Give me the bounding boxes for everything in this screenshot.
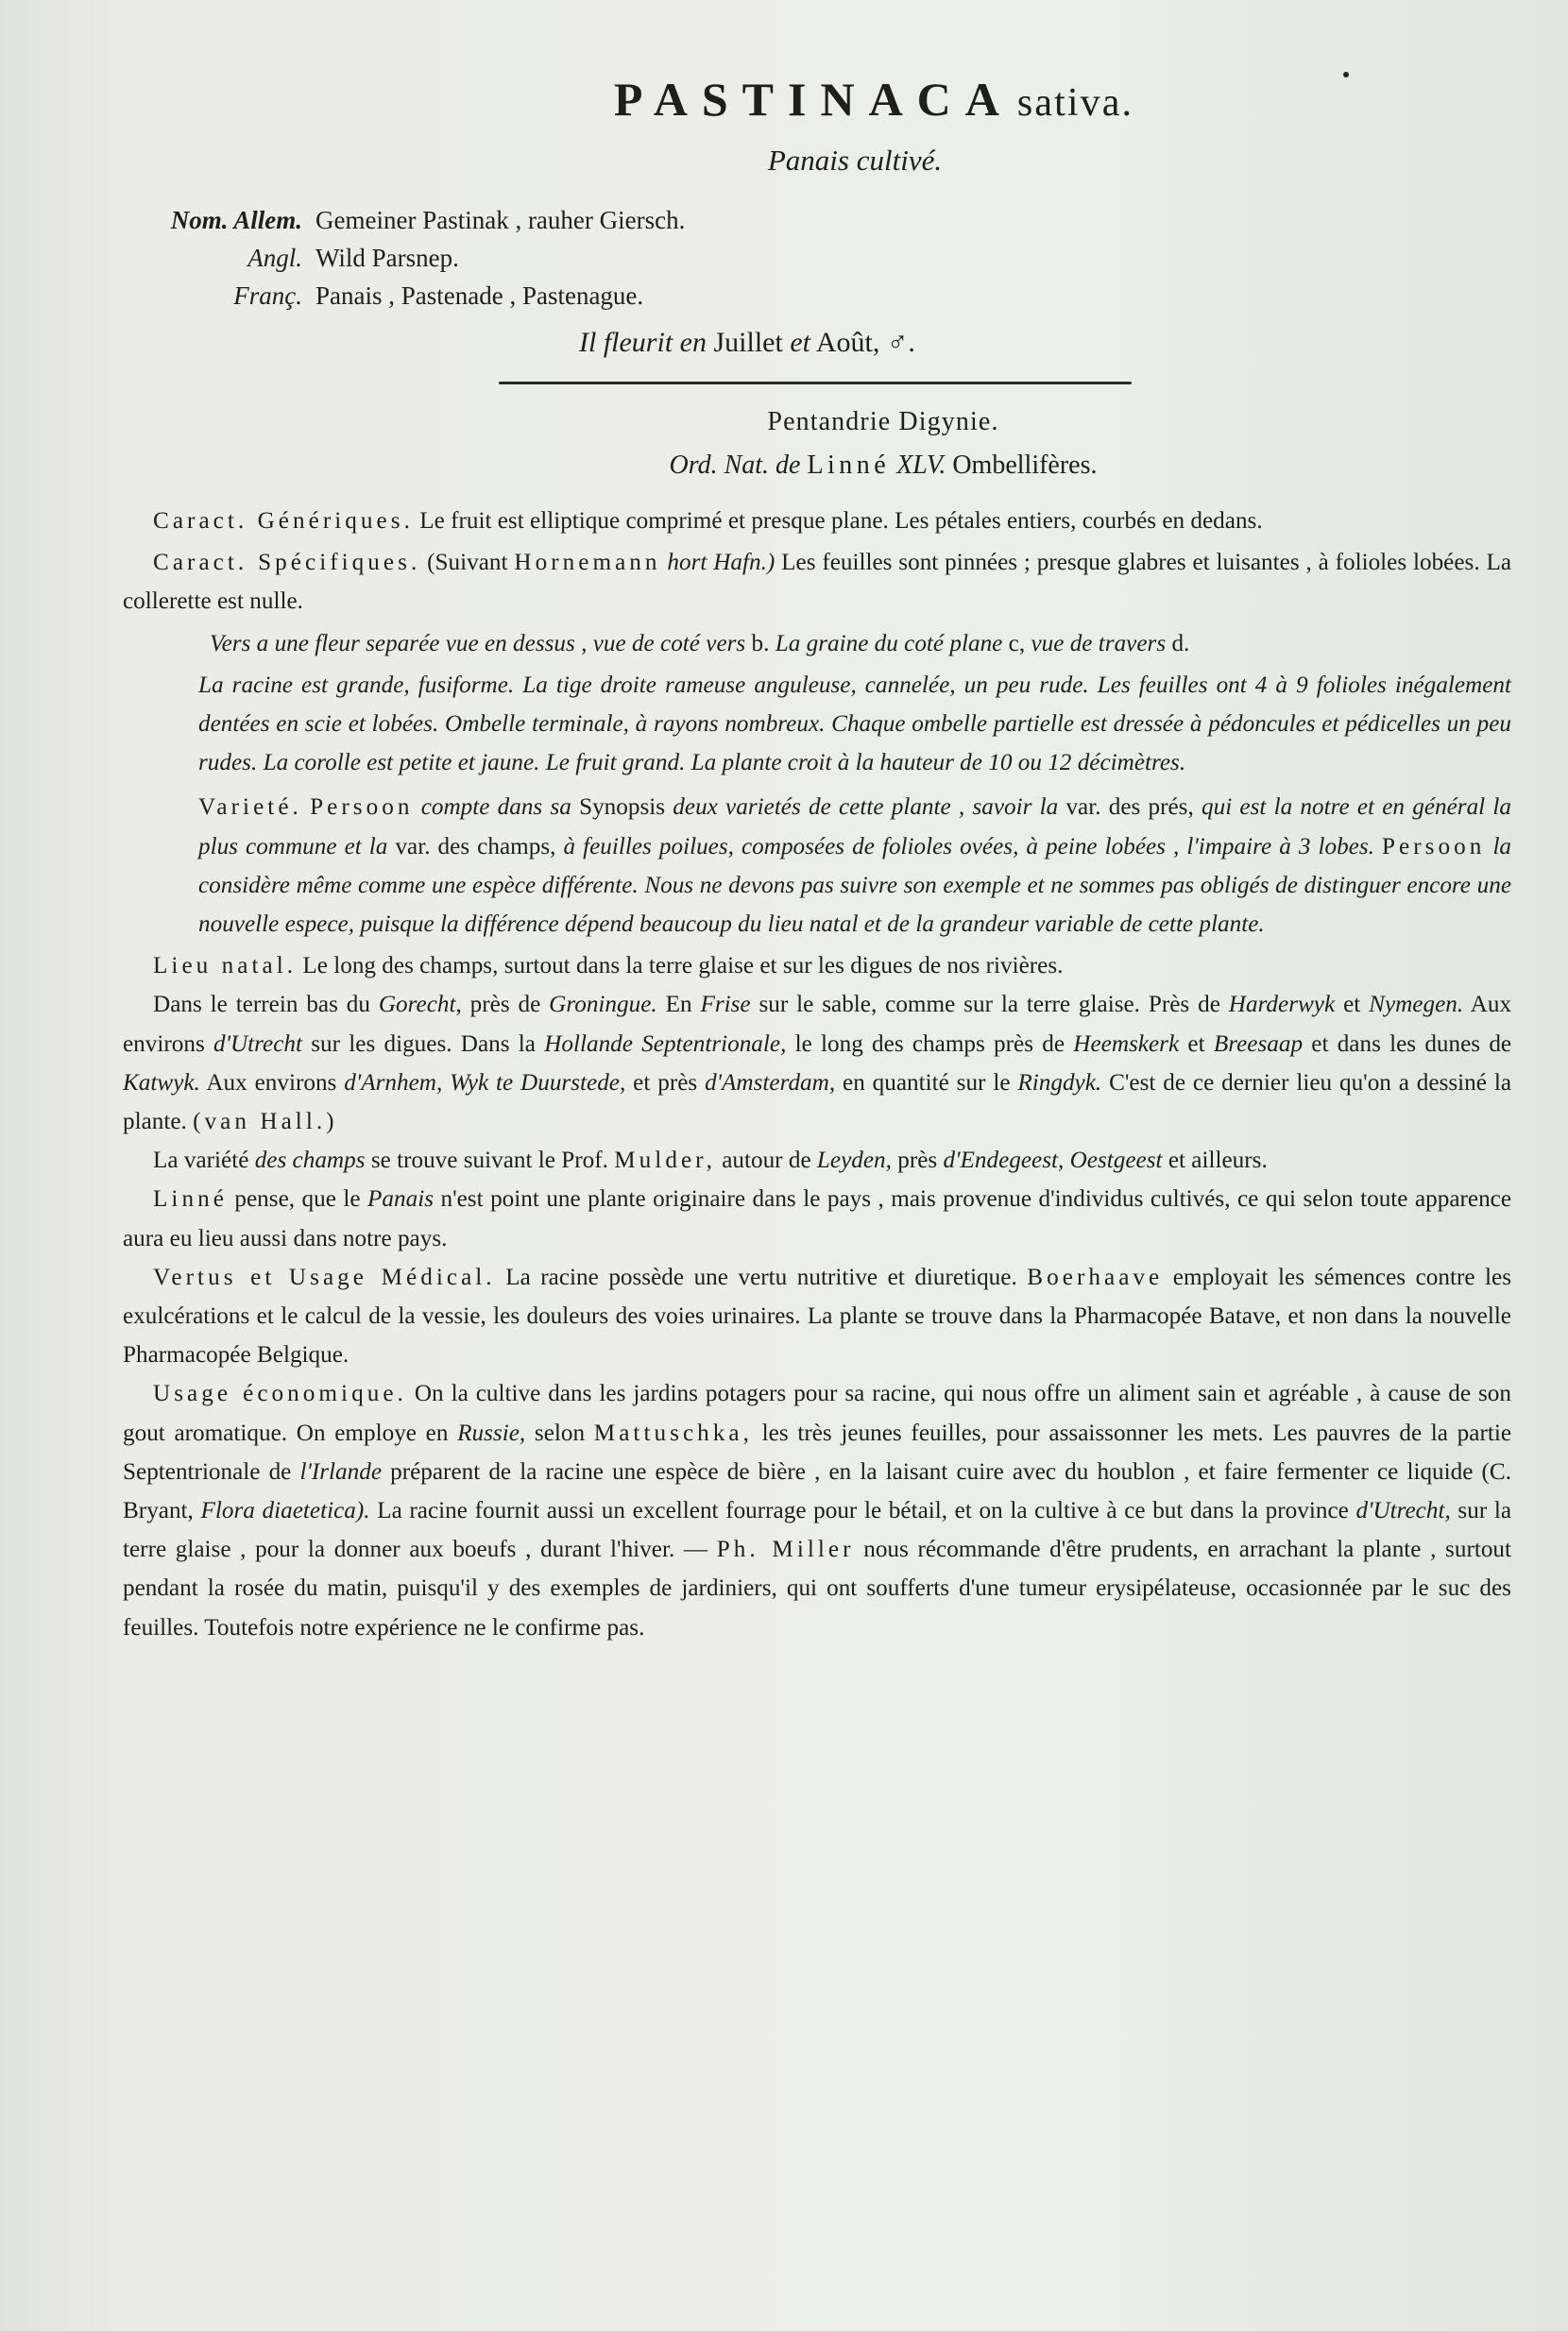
paragraph-vertus: Vertus et Usage Médical. La racine possède une vertu nutritive et diuretique. Boerhaave employait les sémences contre les exulcérations et le calcul de la vessie, les douleurs des voies urinaires. La plante se trouve dans la Pharmacopée Batave, et non dans la nouvelle Pharmacopée Belgique.	[123, 1264, 1512, 1369]
generic-label: Caract. Génériques.	[153, 508, 414, 534]
paragraph-variety: Varieté. Persoon compte dans sa Synopsis deux varietés de cette plante , savoir la var. des prés, qui est la notre et en général la plus commune et la var. des champs, à feuilles poilues, composées de folioles ovées, à peine lobées , l'impaire à 3 lobes. Persoon la considère même comme une espèce différente. Nous ne devons pas suivre son exemple et ne sommes pas obligés de distinguer encore une nouvelle espece, puisque la différence dépend beaucoup du lieu natal et de la grandeur variable de cette plante.	[198, 794, 1512, 938]
header-divider	[499, 382, 1132, 384]
paragraph-linne: Linné pense, que le Panais n'est point une plante originaire dans le pays , mais provenue d'individus cultivés, ce qui selon toute apparence aura eu lieu aussi dans notre pays.	[123, 1186, 1512, 1251]
name-row-angl	[123, 244, 1511, 281]
common-names	[123, 206, 1511, 319]
name-label-franc: Franç.	[233, 281, 302, 310]
natural-order: Ord. Nat. de Linné XLV. Ombellifères.	[669, 451, 1098, 480]
paragraph-generic: Caract. Génériques. Le fruit est elliptique comprimé et presque plane. Les pétales entiers, courbés en dedans.	[153, 508, 1263, 534]
usage-label: Usage économique.	[153, 1381, 407, 1407]
name-angl: Wild Parsnep.	[315, 244, 459, 272]
name-label-angl: Angl.	[247, 244, 302, 272]
vertus-label: Vertus et Usage Médical.	[153, 1264, 496, 1290]
name-franc: Panais , Pastenade , Pastenague.	[315, 281, 644, 310]
paragraph-usage: Usage économique. On la cultive dans les jardins potagers pour sa racine, qui nous offre un aliment sain et agréable , à cause de son gout aromatique. On employe en Russie, selon Mattuschka, les très jeunes feuilles, pour assaissonner les mets. Les pauvres de la partie Septentrionale de l'Irlande préparent de la racine une espèce de bière , en la laisant cuire avec du houblon , et faire fermenter ce liquide (C. Bryant, Flora diaetetica). La racine fournit aussi un excellent fourrage pour le bétail, et on la cultive à ce but dans la province d'Utrecht, sur la terre glaise , pour la donner aux boeufs , durant l'hiver. — Ph. Miller nous récommande d'être prudents, en arrachant la plante , surtout pendant la rosée du matin, puisqu'il y des exemples de jardiniers, qui ont soufferts d'une tumeur erysipélateuse, occasionnée par le suc des feuilles. Toutefois notre expérience ne le confirme pas.	[123, 1381, 1512, 1641]
flowering-time: Il fleurit en Juillet et Août, ♂.	[579, 327, 915, 358]
lieu-label: Lieu natal.	[153, 953, 298, 979]
paragraph-specific: Caract. Spécifiques. (Suivant Hornemann hort Hafn.) Les feuilles sont pinnées ; presque glabres et luisantes , à folioles lobées. La collerette est nulle.	[123, 550, 1512, 615]
article-body	[123, 502, 1511, 1647]
variety-label: Varieté.	[198, 794, 302, 821]
paragraph-lieu: Lieu natal. Le long des champs, surtout dans la terre glaise et sur les digues de nos rivières.	[153, 953, 1064, 979]
page-title	[236, 73, 1511, 126]
classification: Pentandrie Digynie.	[767, 407, 999, 436]
paragraph-description: La racine est grande, fusiforme. La tige droite rameuse anguleuse, cannelée, un peu rude. Les feuilles ont 4 à 9 folioles inégalement dentées en scie et lobées. Ombelle terminale, à rayons nombreux. Chaque ombelle partielle est dressée à pédoncules et pédicelles un peu rudes. La corolle est petite et jaune. Le fruit grand. La plante croit à la hauteur de 10 ou 12 décimètres.	[198, 672, 1511, 776]
name-allem: Gemeiner Pastinak , rauher Giersch.	[315, 206, 686, 234]
page-subtitle: Panais cultivé.	[767, 144, 943, 177]
name-row-franc	[123, 281, 1511, 319]
name-row-allem	[123, 206, 1511, 244]
page-content	[123, 73, 1512, 1647]
title-genus: PASTINACA	[613, 73, 1014, 126]
paragraph-figures: Vers a une fleur separée vue en dessus , vue de coté vers b. La graine du coté plane c, vue de travers d.	[210, 630, 1190, 656]
paragraph-variete-champs: La variété des champs se trouve suivant le Prof. Mulder, autour de Leyden, près d'Endegeest, Oestgeest et ailleurs.	[153, 1148, 1268, 1174]
specific-label: Caract. Spécifiques.	[153, 550, 421, 576]
name-label-allem: Nom. Allem.	[170, 206, 302, 234]
title-species: sativa.	[1016, 81, 1134, 125]
paragraph-localities: Dans le terrein bas du Gorecht, près de Groningue. En Frise sur le sable, comme sur la terre glaise. Près de Harderwyk et Nymegen. Aux environs d'Utrecht sur les digues. Dans la Hollande Septentrionale, le long des champs près de Heemskerk et Breesaap et dans les dunes de Katwyk. Aux environs d'Arnhem, Wyk te Duurstede, et près d'Amsterdam, en quantité sur le Ringdyk. C'est de ce dernier lieu qu'on a dessiné la plante. (van Hall.)	[123, 992, 1512, 1135]
